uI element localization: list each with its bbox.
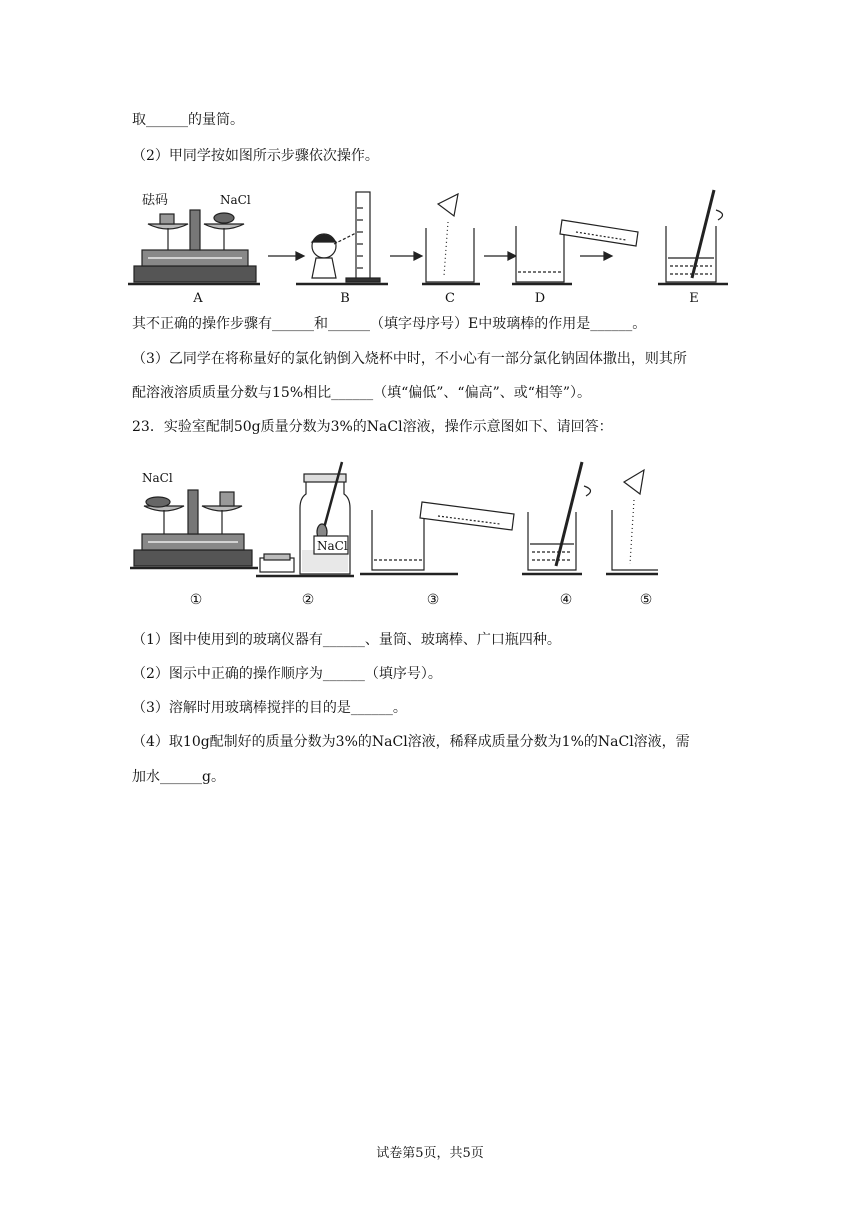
label-e: E	[689, 291, 699, 306]
label-2: ②	[301, 592, 315, 608]
balance-a	[128, 210, 260, 284]
reagent-bottle-2	[256, 462, 354, 576]
page-footer: 试卷第5页，共5页	[376, 1146, 484, 1161]
text-line-1: 取______的量筒。	[132, 112, 244, 128]
nacl-label-1: NaCl	[220, 193, 251, 207]
beaker-4	[522, 462, 591, 574]
figure-2-procedure	[128, 458, 658, 608]
label-c: C	[445, 291, 455, 306]
label-a: A	[193, 291, 203, 306]
beaker-d	[512, 220, 638, 284]
label-d: D	[534, 291, 546, 306]
label-5: ⑤	[639, 592, 653, 608]
weight-label: 砝码	[142, 193, 169, 208]
text-line-2: （2）甲同学按如图所示步骤依次操作。	[132, 148, 379, 164]
nacl-label-2: NaCl	[142, 471, 173, 485]
text-line-11: 加水______g。	[132, 769, 225, 785]
text-line-7: （1）图中使用到的玻璃仪器有______、量筒、玻璃棒、广口瓶四种。	[132, 632, 561, 648]
label-1: ①	[189, 592, 203, 608]
text-line-3: 其不正确的操作步骤有______和______（填字母序号）E中玻璃棒的作用是______。	[132, 316, 647, 332]
figure-1-procedure	[128, 188, 738, 310]
text-line-8: （2）图示中正确的操作顺序为______（填序号）。	[132, 666, 442, 682]
balance-1	[130, 490, 258, 568]
text-line-6: 23．实验室配制50g质量分数为3%的NaCl溶液，操作示意图如下、请回答：	[132, 419, 613, 435]
text-line-9: （3）溶解时用玻璃棒搅拌的目的是______。	[132, 700, 407, 716]
label-3: ③	[426, 592, 440, 608]
beaker-3	[360, 502, 514, 574]
text-line-4: （3）乙同学在将称量好的氯化钠倒入烧杯中时，不小心有一部分氯化钠固体撒出，则其所	[132, 351, 687, 367]
text-line-5: 配溶液溶质质量分数与15%相比______（填“偏低”、“偏高”、或“相等”）。	[132, 385, 592, 401]
bottle-label: NaCl	[317, 539, 348, 553]
reading-cylinder-b	[296, 192, 388, 284]
text-line-10: （4）取10g配制好的质量分数为3%的NaCl溶液，稀释成质量分数为1%的NaCl溶液，需	[132, 734, 690, 750]
beaker-e	[658, 190, 728, 284]
beaker-c	[422, 194, 480, 284]
label-4: ④	[559, 592, 573, 608]
beaker-5	[606, 470, 658, 574]
label-b: B	[340, 291, 350, 306]
